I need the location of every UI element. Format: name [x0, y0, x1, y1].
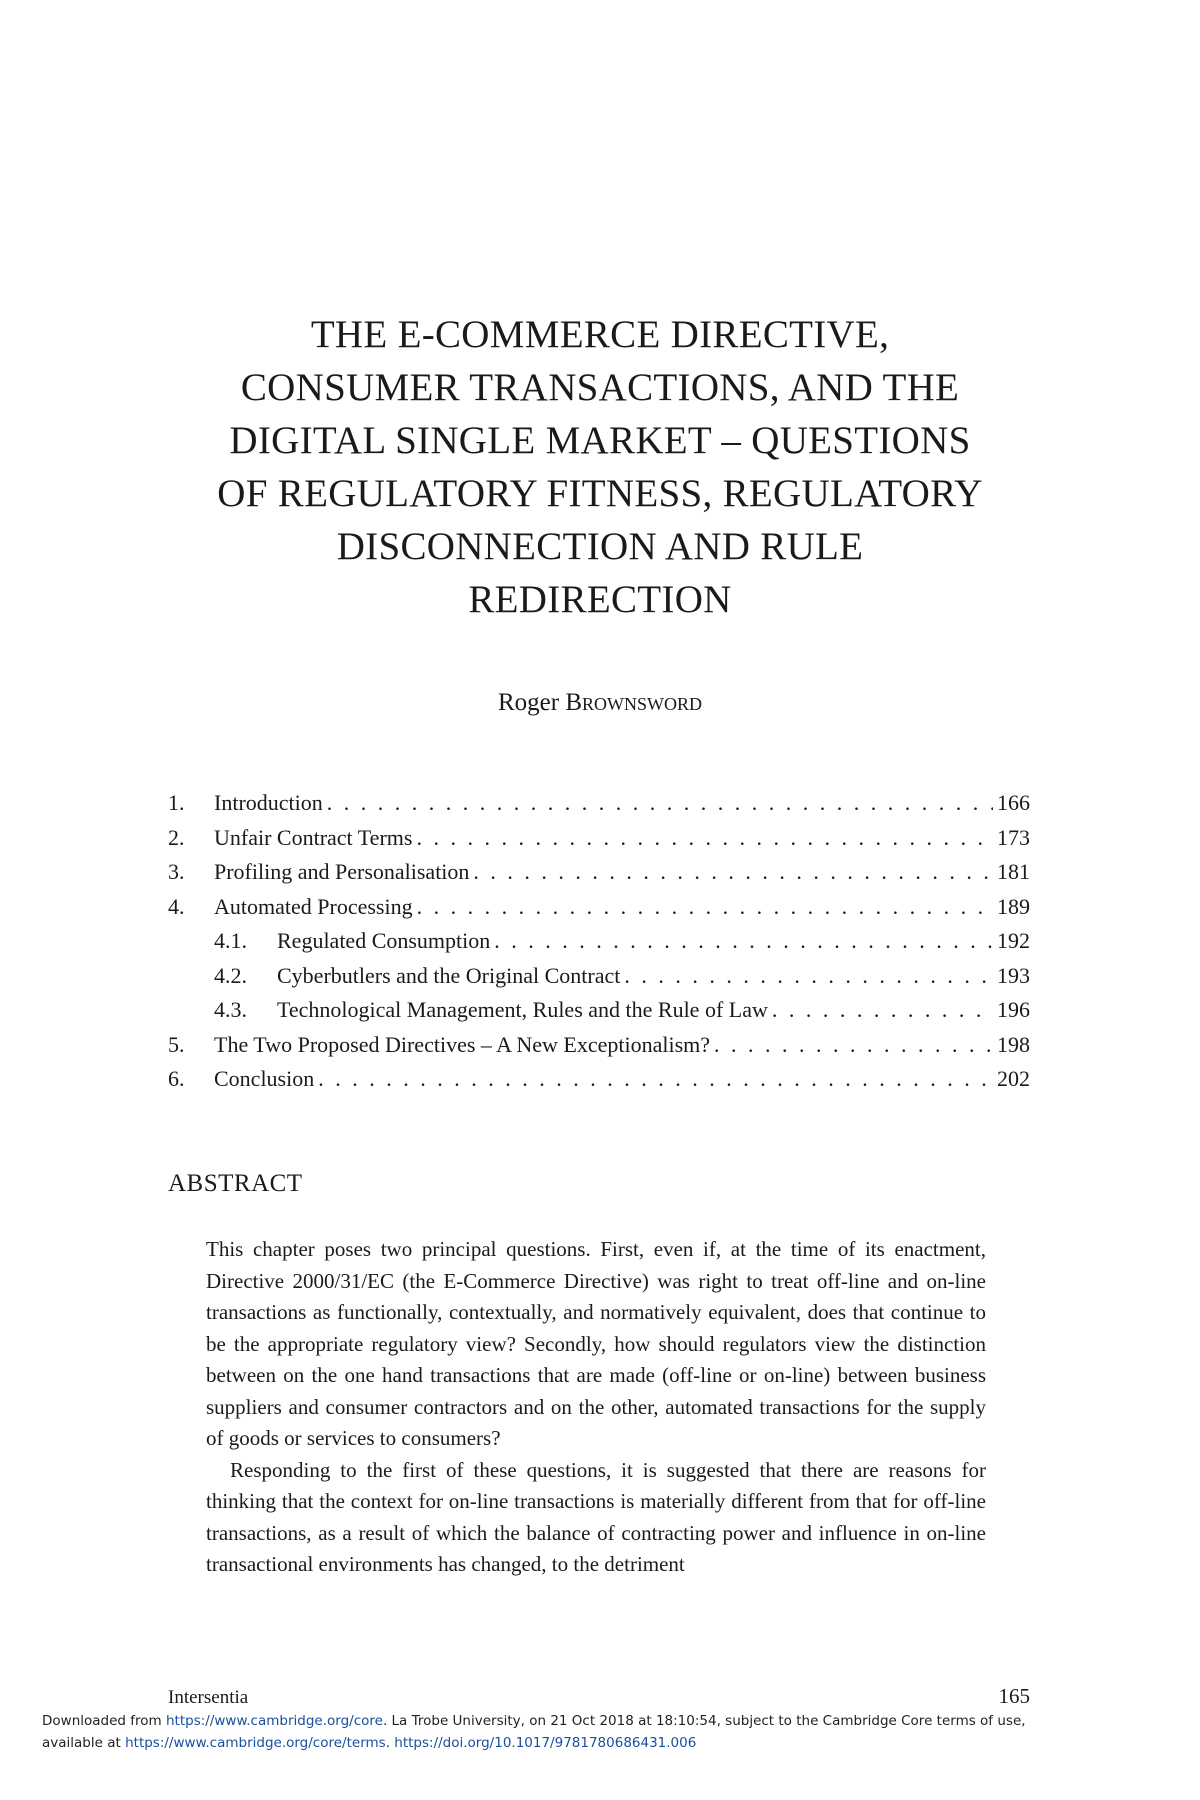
toc-leader-dots — [772, 997, 993, 1023]
toc-number: 4. — [168, 893, 185, 919]
download-notice-prefix2: available at — [42, 1735, 121, 1751]
toc-number: 4.1. — [214, 928, 247, 953]
footer-page-number: 165 — [998, 1684, 1030, 1708]
toc-number: 5. — [168, 1031, 185, 1057]
abstract-paragraph: This chapter poses two principal questions. First, even if, at the time of its enactment, Directive 2000/31/EC (the E-Commerce Directive) was right to treat off-line and on-line transactions as functionally, contextually, and normatively equivalent, does that continue to be the appropriate regulatory view? Secondly, how should regulators view the distinction between on the one hand transactions that are made (off-line or on-line) between business suppliers and consumer contractors and on the other, automated transactions for the supply of goods or services to consumers? — [206, 1237, 986, 1450]
toc-leader-dots — [416, 825, 993, 851]
title-line: REDIRECTION — [468, 578, 732, 621]
download-notice-line2 — [42, 1732, 1172, 1754]
toc-leader-dots — [624, 963, 993, 989]
toc-title: Introduction — [214, 790, 323, 815]
footer-publisher: Intersentia — [168, 1687, 249, 1708]
toc-leader-dots — [714, 1032, 993, 1058]
toc-page-number: 196 — [997, 997, 1030, 1022]
link-separator: . — [385, 1735, 390, 1751]
doi-link[interactable]: https://doi.org/10.1017/9781780686431.006 — [394, 1735, 697, 1751]
toc-number: 3. — [168, 859, 185, 884]
toc-entry[interactable] — [168, 790, 1030, 825]
toc-leader-dots — [473, 859, 993, 885]
toc-page-number: 181 — [997, 859, 1030, 884]
terms-link[interactable]: https://www.cambridge.org/core/terms — [125, 1735, 386, 1751]
download-notice-text: . La Trobe University, on 21 Oct 2018 at 18:10:54, subject to the Cambridge Core terms of use, — [382, 1713, 1026, 1729]
toc-number: 1. — [168, 790, 185, 815]
toc-page-number: 202 — [997, 1066, 1030, 1091]
toc-entry[interactable] — [168, 1066, 1030, 1101]
author-first-name: Roger — [497, 689, 560, 716]
download-notice — [42, 1710, 1172, 1754]
toc-number: 4.2. — [214, 962, 247, 988]
toc-page-number: 198 — [997, 1031, 1030, 1057]
toc-title: Cyberbutlers and the Original Contract — [277, 962, 621, 988]
toc-number: 2. — [168, 824, 185, 850]
title-line: OF REGULATORY FITNESS, REGULATORY — [217, 472, 983, 515]
toc-title: The Two Proposed Directives – A New Exceptionalism? — [214, 1031, 711, 1057]
toc-page-number: 166 — [997, 790, 1030, 815]
toc-leader-dots — [327, 790, 993, 816]
toc-entry[interactable] — [168, 1032, 1030, 1067]
toc-leader-dots — [318, 1066, 993, 1092]
title-line: DIGITAL SINGLE MARKET – QUESTIONS — [229, 419, 971, 462]
toc-title: Unfair Contract Terms — [214, 824, 413, 850]
toc-title: Automated Processing — [214, 893, 413, 919]
cambridge-core-link[interactable]: https://www.cambridge.org/core — [165, 1713, 383, 1729]
toc-number: 6. — [168, 1066, 185, 1091]
toc-leader-dots — [417, 894, 993, 920]
toc-entry[interactable] — [168, 894, 1030, 929]
toc-title: Regulated Consumption — [277, 928, 491, 953]
author-last-name: Brownsword — [565, 689, 703, 716]
toc-page-number: 192 — [997, 928, 1030, 953]
author-name — [0, 688, 1200, 718]
download-notice-prefix: Downloaded from — [42, 1713, 162, 1729]
abstract-body — [206, 1234, 986, 1581]
title-line: THE E-COMMERCE DIRECTIVE, — [310, 313, 890, 356]
table-of-contents — [168, 790, 1030, 1101]
abstract-heading: ABSTRACT — [168, 1170, 303, 1197]
toc-entry[interactable] — [168, 859, 1030, 894]
toc-subentry[interactable] — [168, 963, 1030, 998]
toc-subentry[interactable] — [168, 928, 1030, 963]
toc-entry[interactable] — [168, 825, 1030, 860]
toc-leader-dots — [494, 928, 993, 954]
abstract-paragraph: Responding to the first of these questions, it is suggested that there are reasons for thinking that the context for on-line transactions is materially different from that for off-line transactions, as a result of which the balance of contracting power and influence in on-line transactional environments has changed, to the detriment — [206, 1457, 986, 1576]
toc-page-number: 189 — [997, 893, 1030, 919]
toc-title: Technological Management, Rules and the Rule of Law — [277, 997, 768, 1022]
toc-page-number: 173 — [997, 824, 1030, 850]
toc-page-number: 193 — [997, 962, 1030, 988]
download-notice-line1 — [42, 1710, 1172, 1732]
chapter-title — [170, 308, 1030, 626]
title-line: DISCONNECTION AND RULE — [336, 525, 864, 568]
toc-title: Profiling and Personalisation — [214, 859, 470, 884]
title-line: CONSUMER TRANSACTIONS, AND THE — [240, 366, 960, 409]
toc-subentry[interactable] — [168, 997, 1030, 1032]
toc-title: Conclusion — [214, 1066, 315, 1091]
toc-number: 4.3. — [214, 997, 247, 1022]
